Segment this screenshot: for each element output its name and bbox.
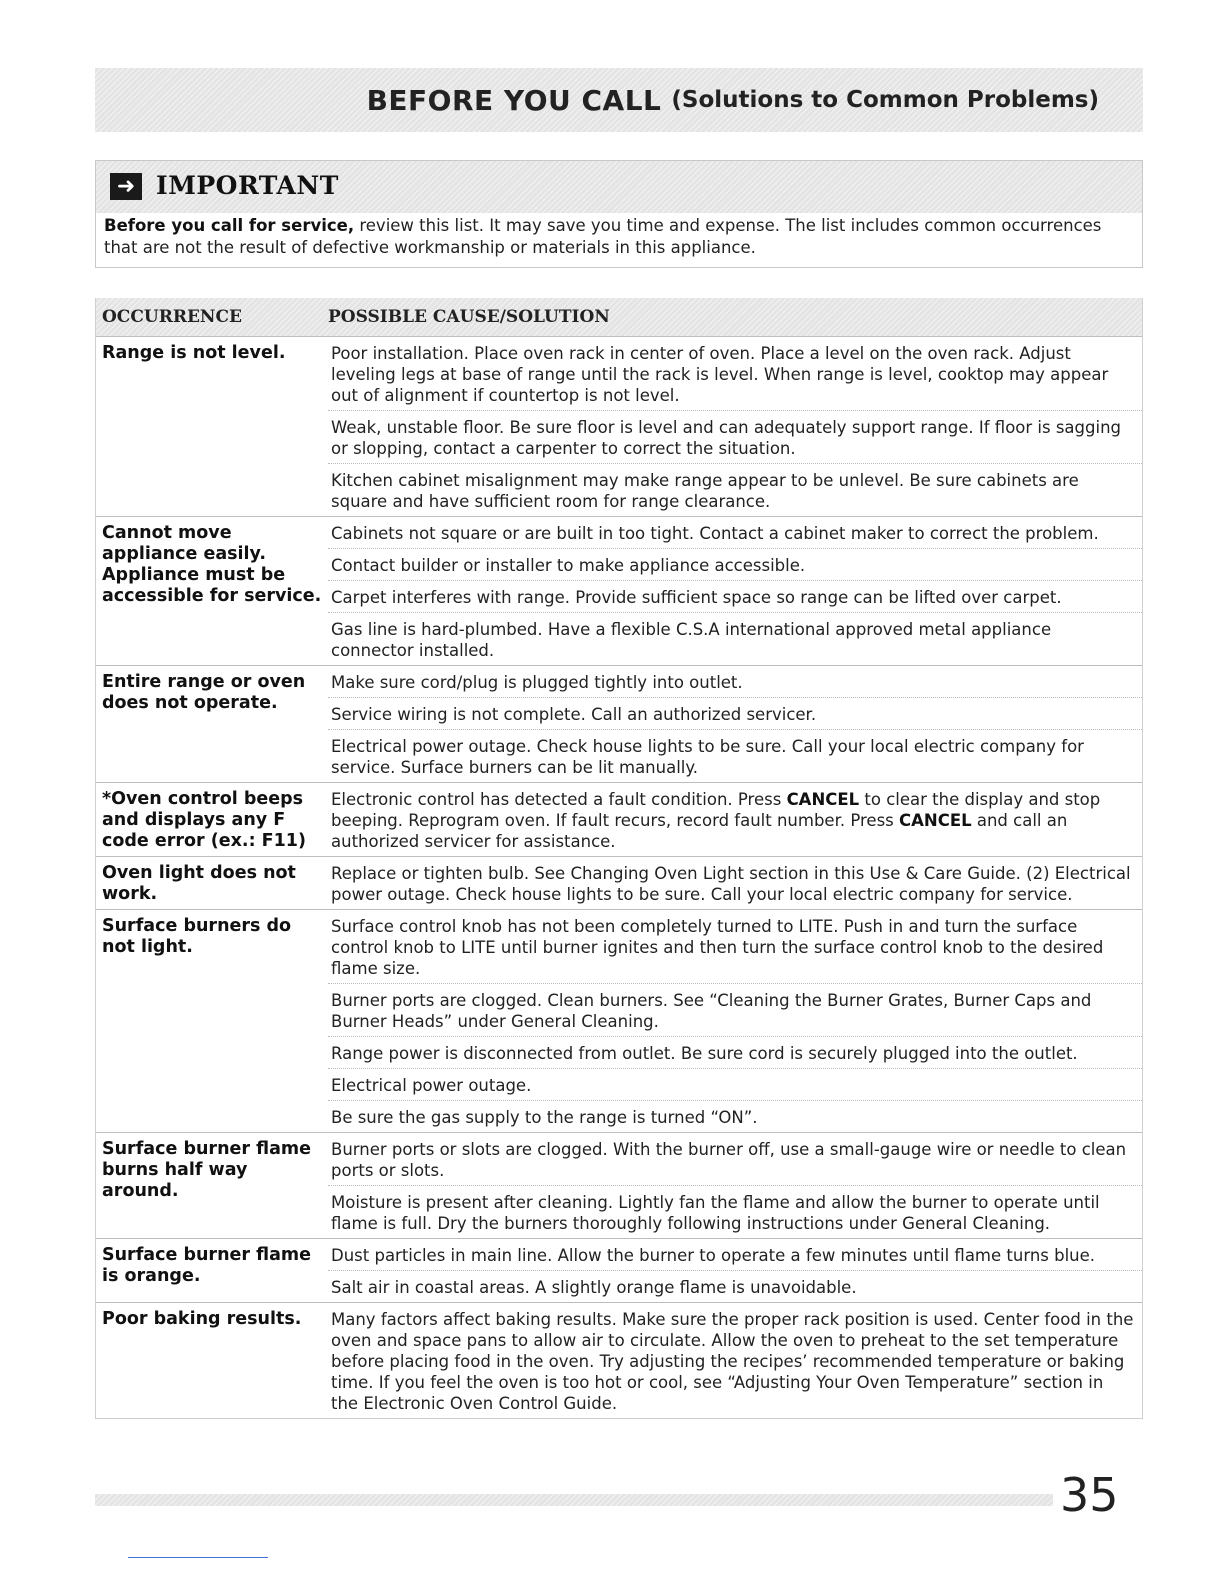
- table-row: [96, 856, 1142, 909]
- solution-item: Burner ports are clogged. Clean burners. See “Cleaning the Burner Grates, Burner Caps and Burner Heads” under General Cleaning.: [328, 984, 1142, 1037]
- occurrence-cell: Surface burners do not light.: [102, 916, 292, 957]
- solution-item: Salt air in coastal areas. A slightly orange flame is unavoidable.: [331, 1278, 857, 1297]
- solution-item: Kitchen cabinet misalignment may make range appear to be unlevel. Be sure cabinets are square and have sufficient room for range clearance.: [331, 471, 1079, 511]
- solution-item: Range power is disconnected from outlet. Be sure cord is securely plugged into the outlet.: [328, 1037, 1142, 1069]
- solution-list: [328, 1133, 1142, 1238]
- page-title: BEFORE YOU CALL: [366, 83, 662, 117]
- solution-item: Poor installation. Place oven rack in center of oven. Place a level on the oven rack. Adjust leveling legs at base of range until the rack is level. When range is level, cooktop may appear out of alignment if countertop is not level.: [328, 337, 1142, 411]
- table-row: [96, 336, 1142, 516]
- important-lead: Before you call for service,: [104, 216, 355, 235]
- occurrence-cell: Surface burner flame burns half way around.: [102, 1139, 312, 1201]
- column-header-occurrence: OCCURRENCE: [102, 307, 242, 327]
- footer-bar: [95, 1494, 1053, 1506]
- solution-text: and call an authorized servicer for assistance.: [331, 811, 1068, 851]
- occurrence-cell: Poor baking results.: [102, 1309, 302, 1329]
- solution-item: Electrical power outage. Check house lights to be sure. Call your local electric company for service. Surface burners can be lit manually.: [331, 737, 1084, 777]
- solution-item: Moisture is present after cleaning. Lightly fan the flame and allow the burner to operate until flame is full. Dry the burners thoroughly following instructions under General Cleaning.: [331, 1193, 1100, 1233]
- page-title-banner: [95, 68, 1143, 132]
- column-header-solution: POSSIBLE CAUSE/SOLUTION: [328, 307, 610, 327]
- table-row: [96, 665, 1142, 782]
- solution-list: [328, 857, 1142, 909]
- solution-item: Replace or tighten bulb. See Changing Oven Light section in this Use & Care Guide. (2) Electrical power outage. Check house lights to be sure. Call your local electric company for service.: [331, 864, 1131, 904]
- solution-item: Many factors affect baking results. Make sure the proper rack position is used. Center food in the oven and space pans to allow air to circulate. Allow the oven to preheat to the set temperature before placing food in the oven. Try adjusting the recipes’ recommended temperature or baking time. If you feel the oven is too hot or cool, see “Adjusting Your Oven Temperature” section in the Electronic Oven Control Guide.: [331, 1310, 1134, 1413]
- important-text: [104, 215, 1102, 259]
- troubleshooting-table: [95, 298, 1143, 1419]
- table-row: [96, 909, 1142, 1132]
- cancel-key-label: CANCEL: [899, 811, 972, 830]
- occurrence-cell: Range is not level.: [102, 343, 286, 363]
- solution-item: Electrical power outage.: [328, 1069, 1142, 1101]
- solution-text: Electronic control has detected a fault condition. Press: [331, 790, 787, 809]
- solution-item: Contact builder or installer to make appliance accessible.: [328, 549, 1142, 581]
- solution-list: [328, 1303, 1142, 1418]
- occurrence-cell: Cannot move appliance easily. Appliance must be accessible for service.: [102, 523, 322, 606]
- solution-item: Surface control knob has not been completely turned to LITE. Push in and turn the surface control knob to LITE until burner ignites and then turn the surface control knob to the desired flame size.: [328, 910, 1142, 984]
- solution-item: Make sure cord/plug is plugged tightly into outlet.: [328, 666, 1142, 698]
- important-label: IMPORTANT: [156, 171, 339, 200]
- table-row: [96, 1238, 1142, 1302]
- solution-list: [328, 1239, 1142, 1302]
- occurrence-cell: Oven light does not work.: [102, 863, 296, 904]
- cancel-key-label: CANCEL: [786, 790, 860, 809]
- arrow-right-icon: ➜: [110, 173, 142, 200]
- solution-item: Weak, unstable floor. Be sure floor is level and can adequately support range. If floor is sagging or slopping, contact a carpenter to correct the situation.: [328, 411, 1142, 464]
- occurrence-cell: Surface burner flame is orange.: [102, 1245, 312, 1286]
- table-header: [96, 298, 1142, 336]
- table-row: [96, 1302, 1142, 1418]
- solution-list: [328, 783, 1142, 856]
- important-body: review this list. It may save you time and expense. The list includes common occurrences that are not the result of defective workmanship or materials in this appliance.: [104, 216, 1102, 257]
- page-number: 35: [1060, 1468, 1119, 1522]
- table-row: [96, 1132, 1142, 1238]
- table-row: [96, 516, 1142, 665]
- solution-item: Carpet interferes with range. Provide sufficient space so range can be lifted over carpet.: [328, 581, 1142, 613]
- solution-list: [328, 337, 1142, 516]
- solution-list: [328, 910, 1142, 1132]
- table-body: [96, 336, 1142, 1418]
- table-row: [96, 782, 1142, 856]
- solution-item: Service wiring is not complete. Call an authorized servicer.: [328, 698, 1142, 730]
- solution-list: [328, 517, 1142, 665]
- important-notice: [95, 160, 1143, 268]
- solution-item: Dust particles in main line. Allow the burner to operate a few minutes until flame turns blue.: [328, 1239, 1142, 1271]
- solution-item: [328, 783, 1142, 856]
- solution-item: Gas line is hard-plumbed. Have a flexible C.S.A international approved metal appliance connector installed.: [331, 620, 1052, 660]
- page-subtitle: (Solutions to Common Problems): [671, 87, 1099, 113]
- solution-item: Cabinets not square or are built in too tight. Contact a cabinet maker to correct the problem.: [328, 517, 1142, 549]
- solution-item: Be sure the gas supply to the range is turned “ON”.: [331, 1108, 758, 1127]
- occurrence-cell: *Oven control beeps and displays any F code error (ex.: F11): [102, 789, 306, 851]
- important-header: [96, 161, 1142, 213]
- solution-item: Burner ports or slots are clogged. With the burner off, use a small-gauge wire or needle to clean ports or slots.: [328, 1133, 1142, 1186]
- occurrence-cell: Entire range or oven does not operate.: [102, 672, 306, 713]
- solution-list: [328, 666, 1142, 782]
- solution-text: to clear the display and stop beeping. Reprogram oven. If fault recurs, record fault number. Press: [331, 790, 1101, 830]
- bottom-rule: [128, 1557, 268, 1558]
